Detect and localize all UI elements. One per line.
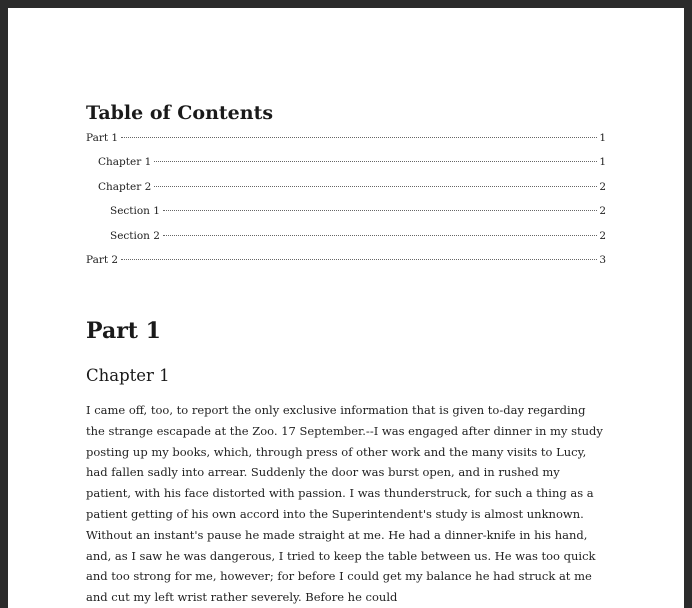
toc-entry-label: Chapter 1: [98, 156, 152, 169]
toc-leader: [154, 161, 597, 162]
toc-entry-chapter-1[interactable]: [86, 156, 606, 180]
toc-entry-label: Section 2: [110, 229, 160, 242]
toc-entry-page: 1: [599, 156, 606, 169]
toc-entry-label: Section 1: [110, 205, 160, 218]
toc-entry-page: 3: [599, 253, 606, 266]
toc-entry-section-2[interactable]: [86, 230, 606, 254]
chapter-heading: Chapter 1: [86, 366, 170, 385]
page-content: [86, 100, 606, 605]
toc-leader: [163, 210, 597, 211]
toc-leader: [121, 259, 597, 260]
toc-leader: [154, 186, 597, 187]
toc-entry-chapter-2[interactable]: [86, 181, 606, 205]
toc-entry-page: 2: [599, 229, 606, 242]
toc-entry-label: Part 1: [86, 132, 119, 144]
toc-entry-section-1[interactable]: [86, 205, 606, 229]
toc-title: Table of Contents: [86, 102, 274, 124]
toc-entry-page: 2: [599, 205, 606, 218]
toc-entry-part-2[interactable]: [86, 254, 606, 278]
toc-entry-page: 1: [599, 132, 606, 144]
toc-entry-page: 2: [599, 180, 606, 193]
document-page: [8, 8, 684, 608]
body-paragraph: I came off, too, to report the only exclusive information that is given to-day regarding the strange escapade at the Zoo. 17 September.--I was engaged after dinner in my study posting up my books, which, through press of other work and the many visits to Lucy, had fallen sadly into arrear. Suddenly the door was burst open, and in rushed my patient, with his face distorted with passion. I was thunderstruck, for such a thing as a patient getting of his own accord into the Superintendent's study is almost unknown. Without an instant's pause he made straight at me. He had a dinner-knife in his hand, and, as I saw he was dangerous, I tried to keep the table between us. He was too quick and too strong for me, however; for before I could get my balance he had struck at me and cut my left wrist rather severely. Before he could: [86, 403, 603, 605]
toc-leader: [163, 235, 597, 236]
table-of-contents: [86, 132, 606, 278]
toc-entry-label: Part 2: [86, 253, 119, 266]
part-heading: Part 1: [86, 318, 161, 344]
toc-entry-part-1[interactable]: [86, 132, 606, 156]
toc-entry-label: Chapter 2: [98, 180, 152, 193]
toc-leader: [121, 137, 597, 138]
